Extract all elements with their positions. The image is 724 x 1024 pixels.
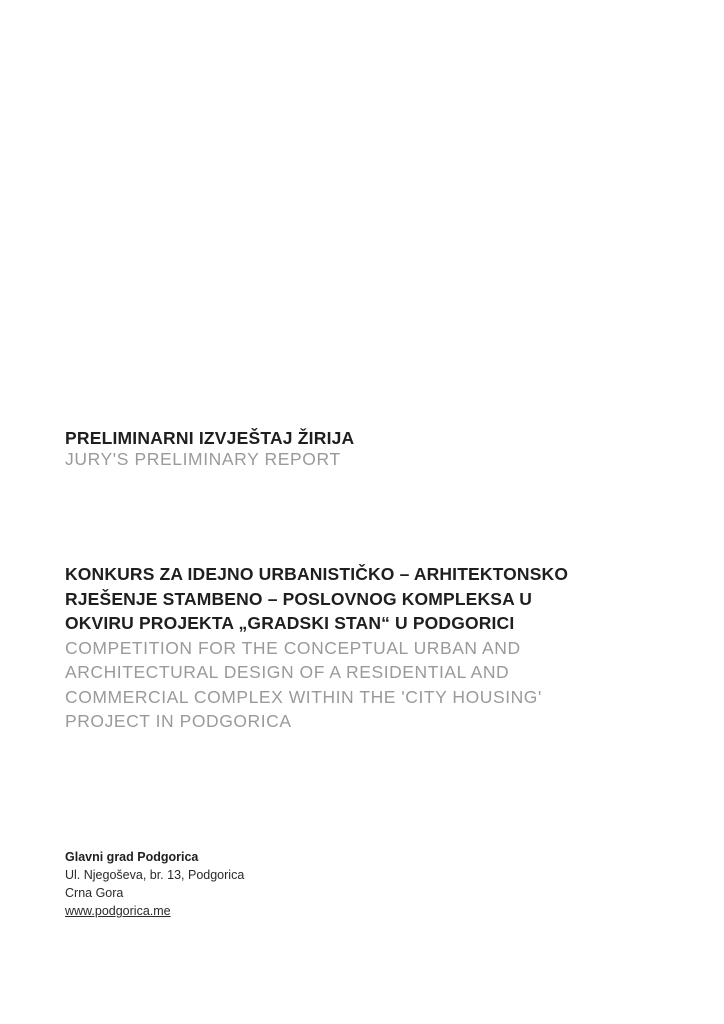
competition-title-local-line: RJEŠENJE STAMBENO – POSLOVNOG KOMPLEKSA U bbox=[65, 588, 533, 609]
report-title-local: PRELIMINARNI IZVJEŠTAJ ŽIRIJA bbox=[65, 428, 355, 448]
competition-title-english-line: ARCHITECTURAL DESIGN OF A RESIDENTIAL AND bbox=[65, 662, 510, 682]
competition-title-english-line: PROJECT IN PODGORICA bbox=[65, 711, 292, 731]
organization-name: Glavni grad Podgorica bbox=[65, 850, 199, 864]
report-title-block bbox=[65, 428, 665, 470]
country-name: Crna Gora bbox=[65, 886, 124, 900]
competition-title-english-line: COMMERCIAL COMPLEX WITHIN THE 'CITY HOUSING' bbox=[65, 686, 542, 707]
competition-title-block bbox=[65, 562, 685, 734]
website-link[interactable]: www.podgorica.me bbox=[65, 904, 171, 918]
competition-title-local-line: KONKURS ZA IDEJNO URBANISTIČKO – ARHITEKTONSKO bbox=[65, 564, 569, 584]
report-title-english: JURY'S PRELIMINARY REPORT bbox=[65, 449, 341, 469]
competition-title-local-line: OKVIRU PROJEKTA „GRADSKI STAN“ U PODGORICI bbox=[65, 613, 515, 633]
address-block bbox=[65, 848, 465, 920]
street-address: Ul. Njegoševa, br. 13, Podgorica bbox=[65, 868, 245, 882]
competition-title-english-line: COMPETITION FOR THE CONCEPTUAL URBAN AND bbox=[65, 637, 521, 658]
